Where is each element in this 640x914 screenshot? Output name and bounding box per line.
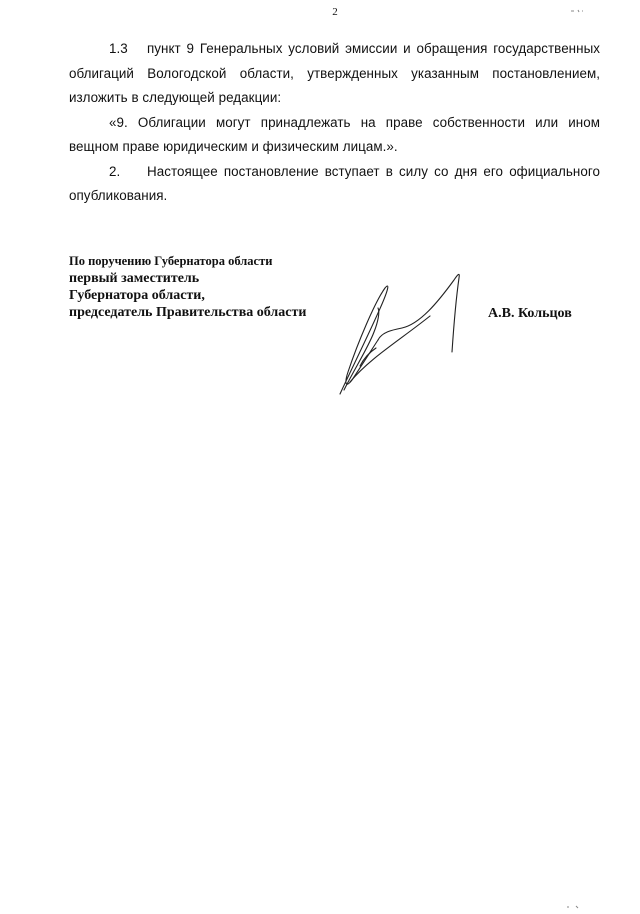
scan-corner-mark: [566, 896, 580, 900]
signer-position-line-1: первый заместитель: [69, 271, 200, 286]
paragraph-1-3: [69, 37, 600, 111]
paragraph-text: пункт 9 Генеральных условий эмиссии и обращения государственных облигаций Вологодской области, утвержденных указанным постановлением, изложить в следующей редакции:: [69, 41, 600, 105]
paragraph-2: [69, 160, 600, 209]
document-body: [69, 37, 600, 209]
scan-corner-mark: [570, 0, 584, 4]
signer-position-line-3: председатель Правительства области: [69, 305, 307, 320]
signer-name: А.В. Кольцов: [488, 306, 572, 321]
signature-block: [69, 253, 306, 321]
signer-position-line-2: Губернатора области,: [69, 288, 205, 303]
paragraph-number: 1.3: [109, 41, 128, 56]
paragraph-text: Настоящее постановление вступает в силу со дня его официального опубликования.: [69, 163, 600, 203]
paragraph-number: 2.: [109, 163, 121, 179]
authorization-line: По поручению Губернатора области: [69, 254, 273, 268]
paragraph-quoted-clause: [69, 111, 600, 160]
handwritten-signature: [330, 262, 480, 402]
paragraph-text: «9. Облигации могут принадлежать на праве собственности или ином вещном праве юридическим и физическим лицам.».: [69, 114, 600, 154]
page-number: 2: [332, 6, 338, 18]
